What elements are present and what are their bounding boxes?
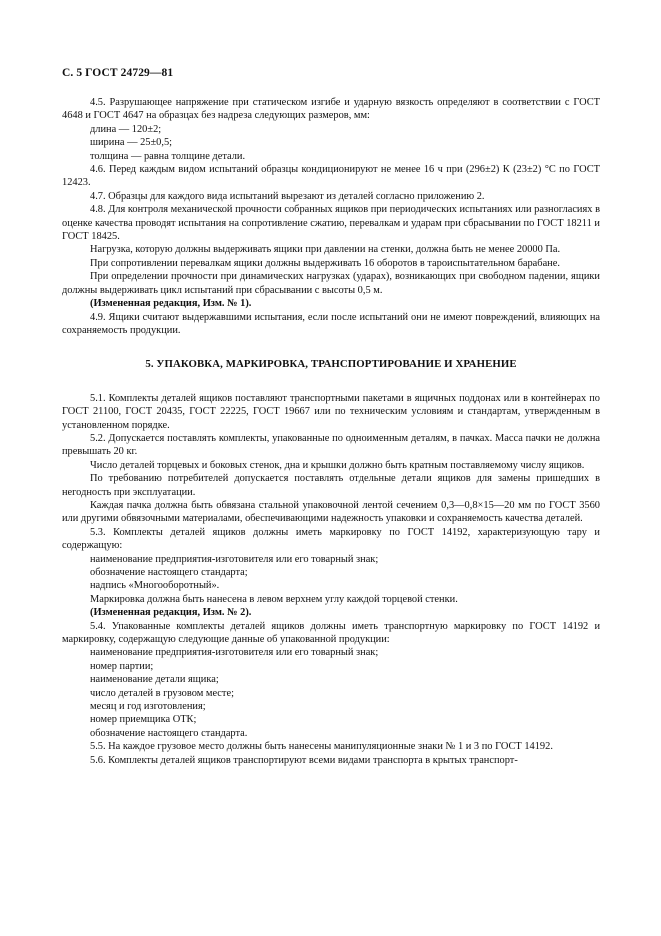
document-body — [62, 96, 600, 767]
section-5 — [62, 392, 600, 767]
paragraph: Маркировка должна быть нанесена в левом верхнем углу каждой торцевой стенки. — [90, 593, 458, 605]
list-item: ширина — 25±0,5; — [90, 137, 173, 149]
paragraph: При определении прочности при динамических нагрузках (ударах), возникающих при свободном падении, ящики должны выдерживать цикл испытаний при сбрасывании с высоты 0,5 м. — [62, 271, 600, 296]
paragraph: 5.1. Комплекты деталей ящиков поставляют транспортными пакетами в ящичных поддонах или в контейнерах по ГОСТ 21100, ГОСТ 20435, ГОСТ 22225, ГОСТ 19667 или по техническим условиям и стандартам, утвержденным в установленном порядке. — [62, 392, 600, 431]
list-item: число деталей в грузовом месте; — [90, 687, 234, 699]
paragraph: 5.2. Допускается поставлять комплекты, упакованные по одноименным деталям, в пачках. Масса пачки не должна превышать 20 кг. — [62, 432, 600, 458]
list-item: обозначение настоящего стандарта. — [90, 727, 248, 739]
paragraph: 4.9. Ящики считают выдержавшими испытания, если после испытаний они не имеют повреждений, влияющих на сохраняемость продукции. — [62, 311, 600, 336]
amendment-note: (Измененная редакция, Изм. № 1). — [90, 298, 252, 310]
list-item: номер приемщика ОТК; — [90, 714, 197, 726]
paragraph: При сопротивлении перевалкам ящики должны выдерживать 16 оборотов в тароиспытательном барабане. — [90, 257, 560, 269]
list-item: месяц и год изготовления; — [90, 701, 206, 713]
paragraph: 5.4. Упакованные комплекты деталей ящиков должны иметь транспортную маркировку по ГОСТ 14192 и маркировку, содержащую следующие данные об упакованной продукции: — [62, 620, 600, 646]
amendment-note: (Измененная редакция, Изм. № 2). — [90, 607, 252, 619]
paragraph: Каждая пачка должна быть обвязана стальной упаковочной лентой сечением 0,3—0,8×15—20 мм по ГОСТ 3560 или другими обвязочными материалами, обеспечивающими надежность упаковки и сохраняемость качества деталей. — [62, 499, 600, 525]
paragraph: Нагрузка, которую должны выдерживать ящики при давлении на стенки, должна быть не менее 20000 Па. — [90, 244, 561, 256]
section-4 — [62, 96, 600, 337]
list-item: длина — 120±2; — [90, 123, 162, 135]
list-item: надпись «Многооборотный». — [90, 580, 220, 592]
paragraph: По требованию потребителей допускается поставлять отдельные детали ящиков для замены пришедших в негодность при эксплуатации. — [62, 473, 600, 498]
paragraph: 5.6. Комплекты деталей ящиков транспортируют всеми видами транспорта в крытых транспорт- — [90, 754, 518, 766]
list-item: наименование предприятия-изготовителя или его товарный знак; — [90, 553, 379, 565]
list-item: наименование детали ящика; — [90, 674, 219, 686]
paragraph: Число деталей торцевых и боковых стенок, дна и крышки должно быть кратным поставляемому числу ящиков. — [90, 459, 585, 471]
list-item: обозначение настоящего стандарта; — [90, 567, 248, 578]
paragraph: 4.7. Образцы для каждого вида испытаний вырезают из деталей согласно приложению 2. — [90, 190, 485, 202]
paragraph: 4.8. Для контроля механической прочности собранных ящиков при периодических испытаниях или разногласиях в оценке качества проводят испытания на сопротивление сжатию, перевалкам и ударам при сбрасывании по ГОСТ 18211 и ГОСТ 18425. — [62, 204, 600, 243]
section-5-title: 5. УПАКОВКА, МАРКИРОВКА, ТРАНСПОРТИРОВАНИЕ И ХРАНЕНИЕ — [145, 358, 517, 371]
list-item: наименование предприятия-изготовителя или его товарный знак; — [90, 647, 379, 659]
page-header: С. 5 ГОСТ 24729—81 — [62, 67, 174, 79]
paragraph: 5.3. Комплекты деталей ящиков должны иметь маркировку по ГОСТ 14192, характеризующую тару и содержащую: — [62, 526, 600, 552]
list-item: толщина — равна толщине детали. — [90, 150, 246, 162]
list-item: номер партии; — [90, 660, 154, 672]
paragraph: 4.5. Разрушающее напряжение при статическом изгибе и ударную вязкость определяют в соответствии с ГОСТ 4648 и ГОСТ 4647 на образцах без надреза следующих размеров, мм: — [62, 97, 600, 122]
paragraph: 5.5. На каждое грузовое место должны быть нанесены манипуляционные знаки № 1 и 3 по ГОСТ 14192. — [90, 741, 553, 753]
paragraph: 4.6. Перед каждым видом испытаний образцы кондиционируют не менее 16 ч при (296±2) К (23±2) °С по ГОСТ 12423. — [62, 164, 600, 189]
